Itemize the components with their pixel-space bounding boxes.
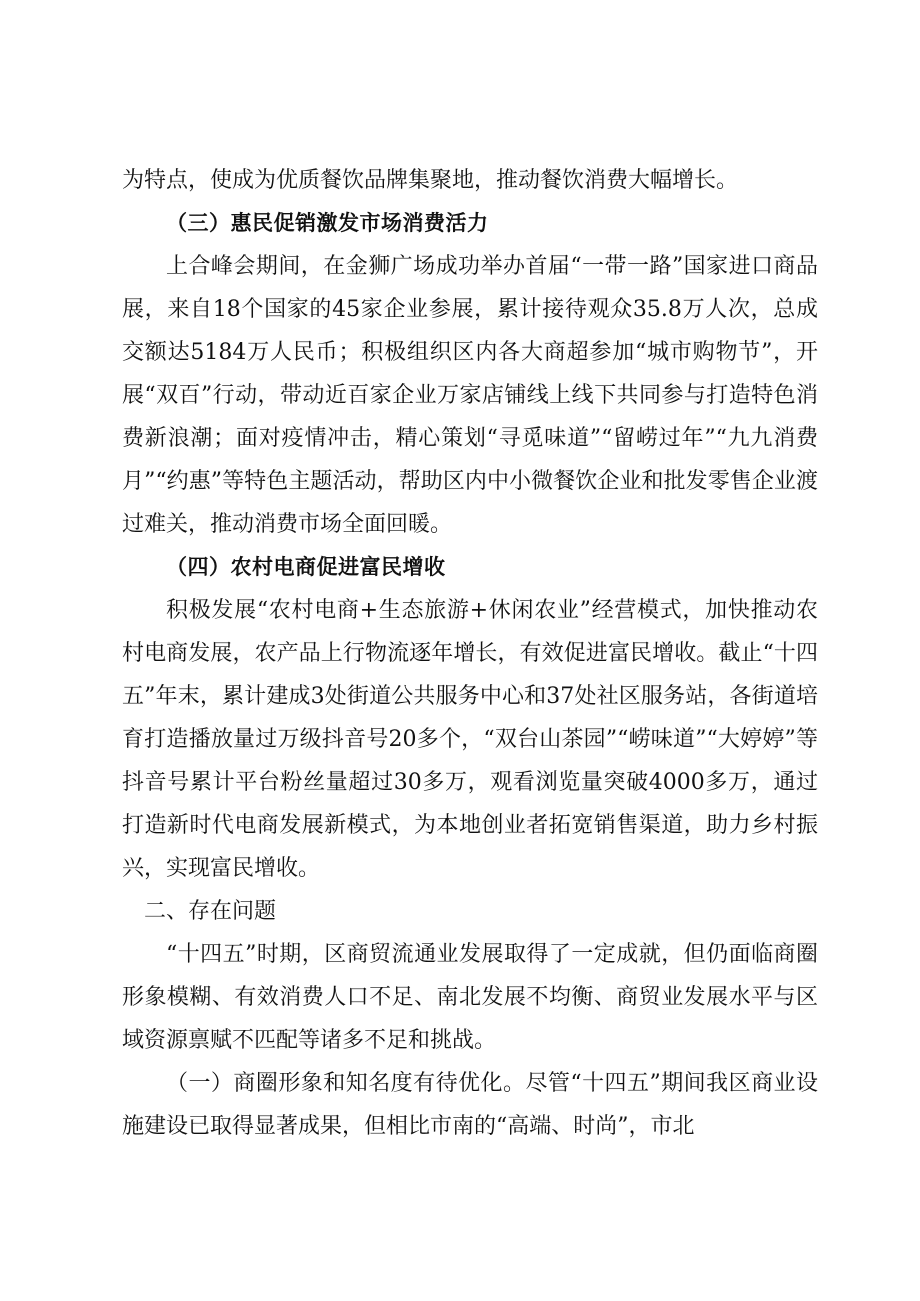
section-3-heading: （三）惠民促销激发市场消费活力 <box>166 211 489 235</box>
part-2-heading: 二、存在问题 <box>144 899 277 924</box>
continuation-paragraph: 为特点，使成为优质餐饮品牌集聚地，推动餐饮消费大幅增长。 <box>122 168 739 193</box>
part-2-intro-paragraph: “十四五”时期，区商贸流通业发展取得了一定成就，但仍面临商圈形象模糊、有效消费人口不足、南北发展不均衡、商贸业发展水平与区域资源禀赋不匹配等诸多不足和挑战。 <box>122 942 818 1053</box>
section-3-paragraph: 上合峰会期间，在金狮广场成功举办首届“一带一路”国家进口商品展，来自18个国家的45家企业参展，累计接待观众35.8万人次，总成交额达5184万人民币；积极组织区内各大商超参加“城市购物节”，开展“双百”行动，带动近百家企业万家店铺线上线下共同参与打造特色消费新浪潮；面对疫情冲击，精心策划“寻觅味道”“留崂过年”“九九消费月”“约惠”等特色主题活动，帮助区内中小微餐饮企业和批发零售企业渡过难关，推动消费市场全面回暖。 <box>122 254 818 537</box>
part-2-item-1-paragraph: （一）商圈形象和知名度有待优化。尽管“十四五”期间我区商业设施建设已取得显著成果，但相比市南的“高端、时尚”，市北 <box>122 1071 818 1139</box>
section-4-paragraph: 积极发展“农村电商+生态旅游+休闲农业”经营模式，加快推动农村电商发展，农产品上行物流逐年增长，有效促进富民增收。截止“十四五”年末，累计建成3处街道公共服务中心和37处社区服务站，各街道培育打造播放量过万级抖音号20多个，“双台山茶园”“崂味道”“大婷婷”等抖音号累计平台粉丝量超过30多万，观看浏览量突破4000多万，通过打造新时代电商发展新模式，为本地创业者拓宽销售渠道，助力乡村振兴，实现富民增收。 <box>122 598 818 881</box>
document-body <box>122 159 818 1148</box>
section-4-heading: （四）农村电商促进富民增收 <box>166 555 446 579</box>
